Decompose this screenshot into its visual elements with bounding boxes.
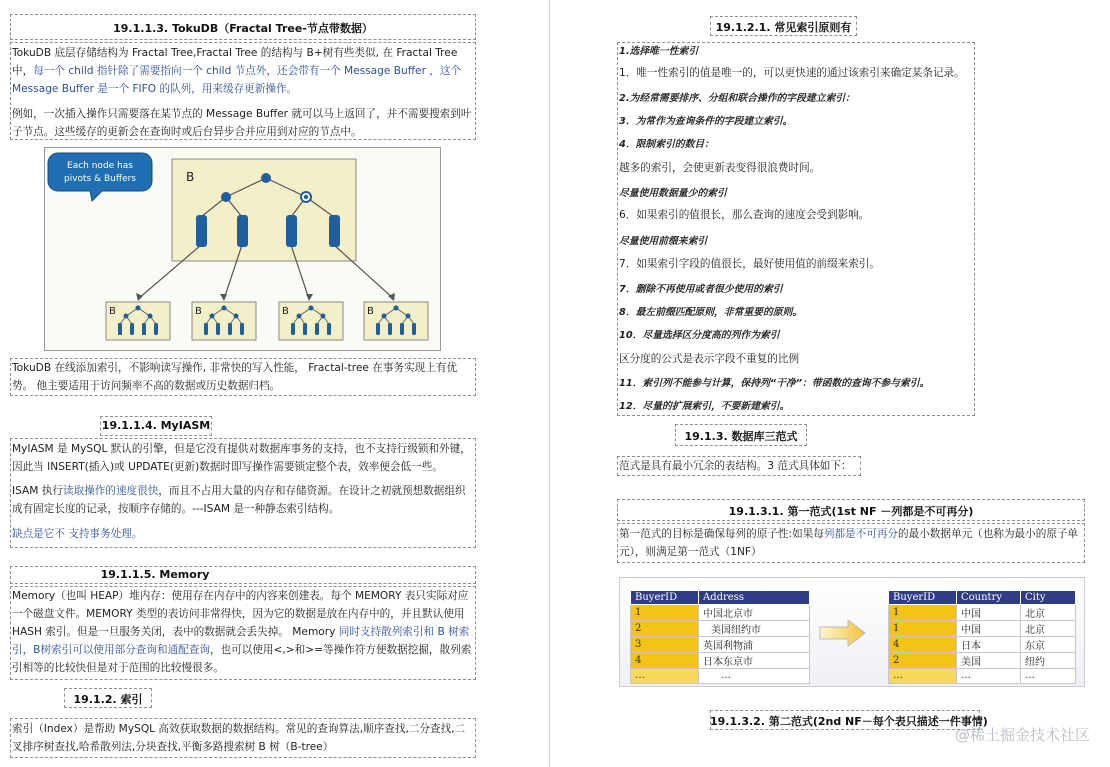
principle-item: 7．删除不再使用或者很少使用的索引	[619, 284, 783, 295]
nf-heading: 19.1.3. 数据库三范式	[684, 430, 798, 443]
principle-item: 尽量使用数据量少的索引	[619, 188, 727, 199]
leaf-node	[279, 302, 343, 340]
svg-text:B: B	[195, 306, 202, 317]
toku-paragraph-2: 例如，一次插入操作只需要落在某节点的 Message Buffer 就可以马上返回了，并不需要搜索到叶子节点。这些缓存的更新会在查询时或后台异步合并应用到对应的节点中。	[12, 108, 472, 138]
myisam-paragraph-3: 缺点是它不 支持事务处理。	[12, 528, 143, 540]
myisam-paragraph-2	[12, 482, 474, 518]
nf1-figure	[619, 577, 1085, 687]
memory-p1-plain-b: ，也可以使用<,>和>=等操作符方便数据挖掘，散列索引相等的比较快但是对于范围的比较慢很多。	[12, 644, 472, 674]
arrow-right-icon	[818, 618, 868, 648]
table-row: 4 日本 东京	[889, 637, 1076, 653]
principle-item: 2.为经常需要排序、分组和联合操作的字段建立索引：	[619, 93, 855, 104]
nf1-paragraph	[619, 525, 1083, 561]
myisam-paragraph-1: MyIASM 是 MySQL 默认的引擎，但是它没有提供对数据库事务的支持，也不支持行级锁和外键，因此当 INSERT(插入)或 UPDATE(更新)数据时即写操作需要锁定整个表，效率便会低一些。	[12, 443, 471, 473]
right-page	[555, 0, 1110, 767]
index-heading: 19.1.2. 索引	[73, 693, 143, 706]
myisam-p2-plain-a: ISAM 执行	[12, 485, 63, 497]
fractal-tree-diagram	[44, 147, 441, 351]
myisam-heading: 19.1.1.4. MyIASM	[101, 419, 211, 432]
table-header: City	[1021, 591, 1076, 605]
leaf-node	[106, 302, 170, 340]
principle-item: 7．如果索引字段的值很长，最好使用值的前缀来索引。	[619, 258, 880, 270]
principle-item: 6．如果索引的值很长，那么查询的速度会受到影响。	[619, 209, 870, 221]
memory-p1-plain-a: Memory（也叫 HEAP）堆内存：使用存在内存中的内容来创建表。每个 MEMORY 表只实际对应一个磁盘文件。MEMORY 类型的表访问非常得快，因为它的数据是放在内存中的，并且默认使用 HASH 索引。但是一旦服务关闭，表中的数据就会丢失掉。 Memory	[12, 590, 469, 638]
index-paragraph-1: 索引（Index）是帮助 MySQL 高效获取数据的数据结构。常见的查询算法,顺序查找,二分查找,二叉排序树查找,哈希散列法,分块查找,平衡多路搜索树 B 树（B-tree）	[12, 723, 466, 753]
message-buffer	[329, 215, 340, 247]
tree-node	[261, 173, 271, 183]
principle-item: 3．为常作为查询条件的字段建立索引。	[619, 116, 793, 127]
principle-item: 越多的索引，会使更新表变得很浪费时间。	[619, 162, 821, 174]
callout-line-2: pivots & Buffers	[63, 174, 137, 184]
message-buffer	[196, 215, 207, 247]
memory-p1-highlight: 同时支持散列索引和 B 树索引，B树索引可以使用部分查询和通配查询	[12, 626, 470, 656]
tree-node	[221, 192, 231, 202]
toku-paragraph-3: TokuDB 在线添加索引，不影响读写操作, 非常快的写入性能， Fractal-tree 在事务实现上有优势。 他主要适用于访问频率不高的数据或历史数据归档。	[12, 362, 458, 392]
nf-intro: 范式是具有最小冗余的表结构。3 范式具体如下：	[619, 460, 852, 472]
nf1-table-before	[630, 590, 810, 684]
principles-heading: 19.1.2.1. 常见索引原则有	[715, 21, 852, 34]
table-row: … … …	[889, 669, 1076, 684]
myisam-p2-highlight: 读取操作的速度很快	[63, 485, 159, 497]
table-row: 1 中国 北京	[889, 621, 1076, 637]
principle-item: 1.选择唯一性索引	[619, 46, 699, 57]
table-header: Country	[957, 591, 1021, 605]
myisam-p2-plain-b: ，而且不占用大量的内存和存储资源。在设计之初就预想数据组织成有固定长度的记录，按顺序存储的。---ISAM 是一种静态索引结构。	[12, 485, 466, 515]
table-row: 2 美国 纽约	[889, 653, 1076, 669]
table-header: BuyerID	[631, 591, 699, 605]
table-row: 1 中国 北京	[889, 605, 1076, 621]
message-buffer	[237, 215, 248, 247]
memory-heading: 19.1.1.5. Memory	[100, 568, 210, 581]
principle-item: 尽量使用前缀来索引	[619, 236, 708, 247]
principle-item: 4．限制索引的数目：	[619, 139, 714, 150]
principle-item: 11．索引列不能参与计算，保持列“干净”：带函数的查询不参与索引。	[619, 378, 930, 389]
leaf-node	[192, 302, 256, 340]
svg-text:B: B	[282, 306, 289, 317]
page-divider	[549, 0, 550, 767]
principle-item: 12．尽量的扩展索引，不要新建索引。	[619, 401, 790, 412]
table-row: 3 英国利物浦	[631, 637, 810, 653]
toku-heading: 19.1.1.3. TokuDB（Fractal Tree-节点带数据）	[113, 22, 373, 35]
root-node-label: B	[186, 170, 195, 184]
table-row: 2 美国纽约市	[631, 621, 810, 637]
toku-p1-plain: TokuDB 底层存储结构为 Fractal Tree,Fractal Tree 的结构与 B+树有些类似, 在 Fractal Tree 中，	[12, 47, 458, 77]
svg-text:B: B	[109, 306, 116, 317]
watermark: @稀土掘金技术社区	[954, 726, 1090, 744]
nf1-plain-b: 的最小数据单元（也称为最小的原子单元），则满足第一范式（1NF）	[619, 528, 1079, 558]
nf1-plain-a: 第一范式的目标是确保每列的原子性:如果每	[619, 528, 824, 540]
nf2-heading: 19.1.3.2. 第二范式(2nd NF－每个表只描述一件事情)	[710, 715, 988, 728]
toku-paragraph-1	[12, 44, 474, 98]
svg-text:B: B	[367, 306, 374, 317]
nf1-highlight: 列都是不可再分	[823, 528, 899, 540]
table-header: Address	[699, 591, 810, 605]
message-buffer	[286, 215, 297, 247]
principle-item: 8．最左前缀匹配原则，非常重要的原则。	[619, 307, 803, 318]
leaf-node	[364, 302, 428, 340]
toku-p1-highlight: 每一个 child 指针除了需要指向一个 child 节点外，还会带有一个 Message Buffer ，这个 Message Buffer 是一个 FIFO 的队列，用来缓存更新操作。	[12, 65, 462, 95]
table-row: 4 日本东京市	[631, 653, 810, 669]
callout-line-1: Each node has	[67, 161, 133, 171]
nf1-table-after	[888, 590, 1076, 684]
principle-item: 区分度的公式是表示字段不重复的比例	[619, 353, 800, 365]
table-header: BuyerID	[889, 591, 957, 605]
memory-paragraph-1	[12, 587, 474, 677]
principle-item: 10．尽量选择区分度高的列作为索引	[619, 330, 780, 341]
table-row: 1 中国北京市	[631, 605, 810, 621]
nf1-heading: 19.1.3.1. 第一范式(1st NF －列都是不可再分)	[728, 505, 974, 518]
table-row: … …	[631, 669, 810, 684]
principle-item: 1．唯一性索引的值是唯一的，可以更快速的通过该索引来确定某条记录。	[619, 67, 965, 79]
